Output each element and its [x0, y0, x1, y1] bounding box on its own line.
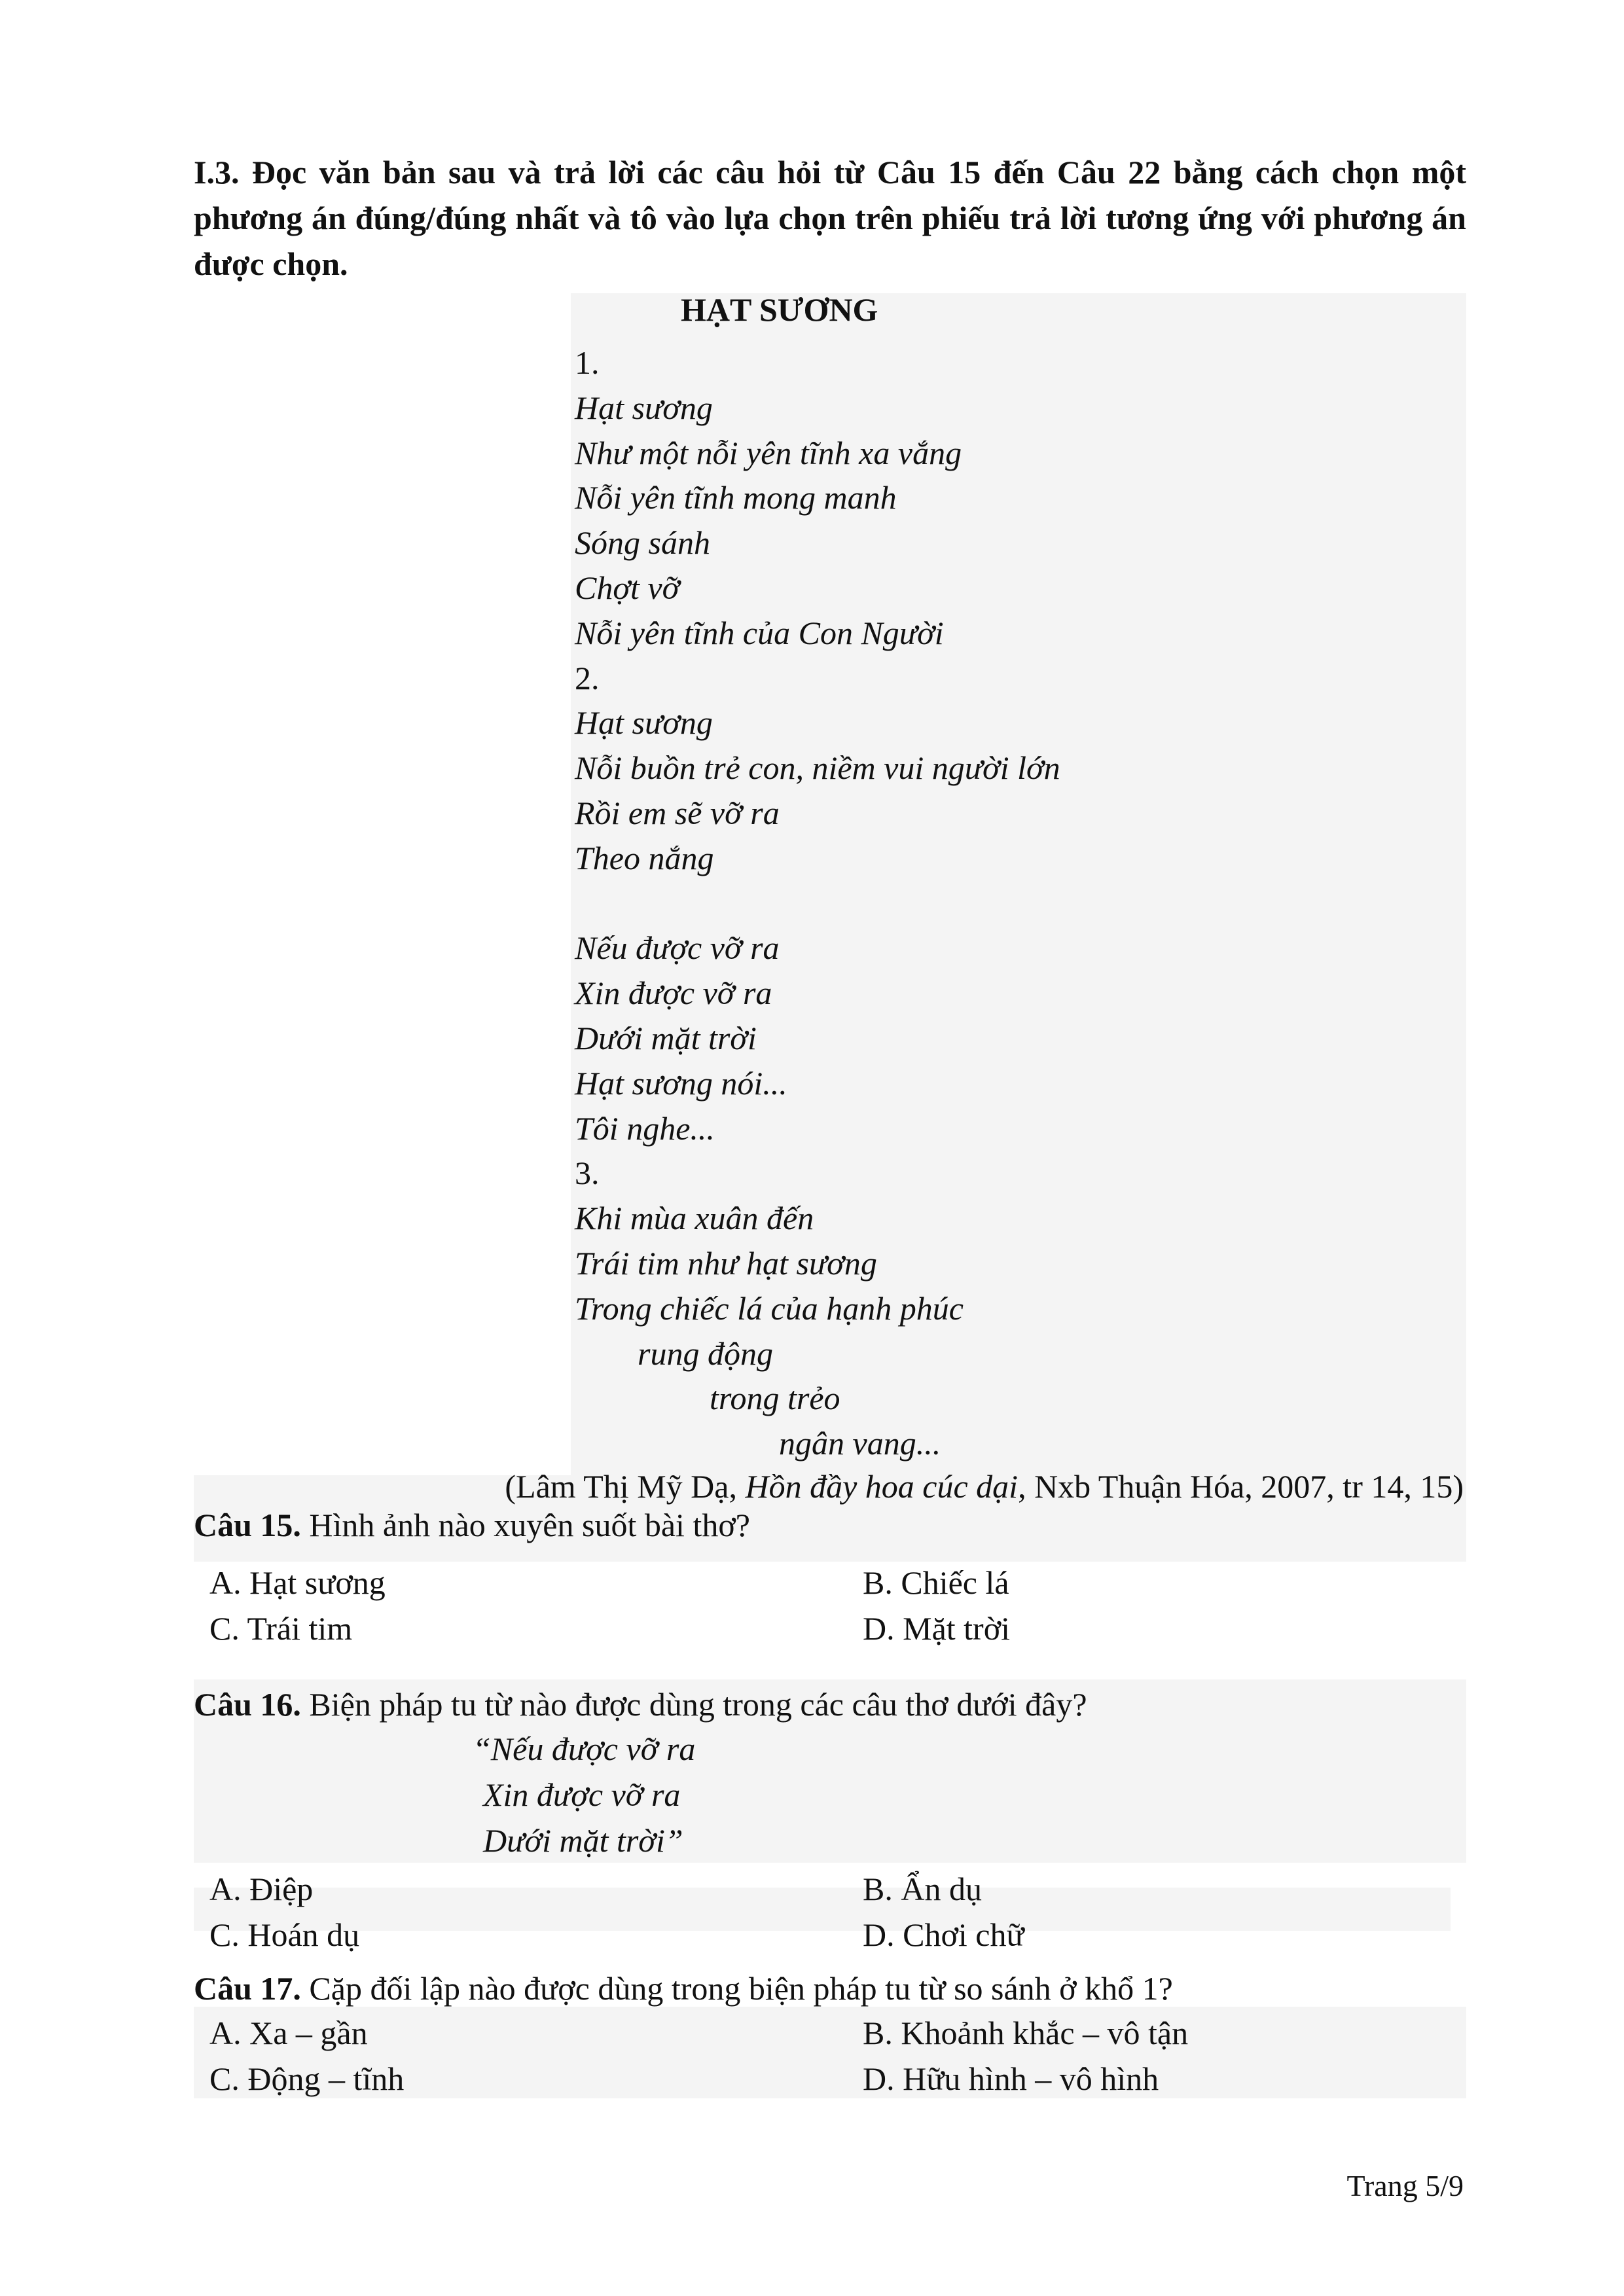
poem-line: rung động [638, 1335, 773, 1372]
poem-line: Xin được vỡ ra [575, 975, 772, 1012]
poem-line: Nỗi yên tĩnh của Con Người [575, 614, 944, 651]
q17-option-c[interactable]: C. Động – tĩnh [209, 2060, 405, 2097]
poem-line: Hạt sương nói... [575, 1064, 787, 1102]
poem-line: Sóng sánh [575, 524, 710, 562]
poem-body [575, 340, 1060, 1466]
question-text: Hình ảnh nào xuyên suốt bài thơ? [300, 1507, 750, 1543]
q16-quote-line-1: “Nếu được vỡ ra [473, 1731, 696, 1767]
poem-line: Rồi em sẽ vỡ ra [575, 794, 780, 831]
poem-line: ngân vang... [779, 1425, 941, 1462]
poem-line: Nỗi buồn trẻ con, niềm vui người lớn [575, 749, 1060, 787]
poem-line: Chợt vỡ [575, 569, 680, 606]
question-15 [194, 1503, 750, 1547]
q15-option-c[interactable]: C. Trái tim [209, 1610, 353, 1647]
poem-line: Hạt sương [575, 389, 713, 426]
q15-option-b[interactable]: B. Chiếc lá [863, 1564, 1009, 1601]
section-instructions: I.3. Đọc văn bản sau và trả lời các câu hỏi từ Câu 15 đến Câu 22 bằng cách chọn một phương án đúng/đúng nhất và tô vào lựa chọn trên phiếu trả lời tương ứng với phương án được chọn. [194, 154, 1466, 282]
poem-line: Tôi nghe... [575, 1109, 715, 1147]
q16-option-c[interactable]: C. Hoán dụ [209, 1916, 360, 1953]
question-label: Câu 15. [194, 1507, 301, 1543]
page-number: Trang 5/9 [1346, 2169, 1464, 2202]
poem-line: Khi mùa xuân đến [575, 1200, 814, 1237]
stanza-number: 1. [575, 344, 600, 381]
question-label: Câu 17. [194, 1970, 301, 2007]
poem-line: Theo nắng [575, 839, 714, 876]
q16-option-d[interactable]: D. Chơi chữ [863, 1916, 1024, 1953]
q15-option-a[interactable]: A. Hạt sương [209, 1564, 386, 1601]
q16-quote-line-3: Dưới mặt trời” [483, 1822, 683, 1859]
poem-title: HẠT SƯƠNG [681, 291, 878, 328]
q17-option-d[interactable]: D. Hữu hình – vô hình [863, 2060, 1159, 2097]
poem-line: Hạt sương [575, 704, 713, 742]
stanza-number: 3. [575, 1155, 600, 1192]
q16-option-a[interactable]: A. Điệp [209, 1871, 314, 1907]
question-text: Biện pháp tu từ nào được dùng trong các câu thơ dưới đây? [300, 1686, 1087, 1723]
poem-line: Như một nỗi yên tĩnh xa vắng [575, 434, 962, 471]
source-book-title: Hồn đầy hoa cúc dại [745, 1468, 1019, 1505]
question-16 [194, 1682, 1087, 1727]
poem-line: Trái tim như hạt sương [575, 1244, 877, 1282]
stanza-gap [575, 881, 1060, 926]
q15-option-d[interactable]: D. Mặt trời [863, 1610, 1011, 1647]
source-author: (Lâm Thị Mỹ Dạ, [505, 1468, 746, 1505]
q16-option-b[interactable]: B. Ẩn dụ [863, 1871, 982, 1907]
q16-options-shade [194, 1888, 1451, 1931]
poem-line: Trong chiếc lá của hạnh phúc [575, 1289, 964, 1327]
source-publisher: , Nxb Thuận Hóa, 2007, tr 14, 15) [1018, 1468, 1464, 1505]
question-17 [194, 1966, 1173, 2011]
poem-source [505, 1467, 1464, 1505]
question-text: Cặp đối lập nào được dùng trong biện pháp tu từ so sánh ở khổ 1? [300, 1970, 1173, 2007]
poem-line: trong trẻo [710, 1380, 840, 1417]
q17-option-b[interactable]: B. Khoảnh khắc – vô tận [863, 2015, 1189, 2051]
poem-line: Nỗi yên tĩnh mong manh [575, 479, 897, 516]
q16-quote-line-2: Xin được vỡ ra [483, 1776, 681, 1813]
stanza-number: 2. [575, 659, 600, 696]
question-label: Câu 16. [194, 1686, 301, 1723]
q17-option-a[interactable]: A. Xa – gần [209, 2015, 368, 2051]
poem-line: Nếu được vỡ ra [575, 929, 780, 967]
poem-line: Dưới mặt trời [575, 1019, 757, 1056]
